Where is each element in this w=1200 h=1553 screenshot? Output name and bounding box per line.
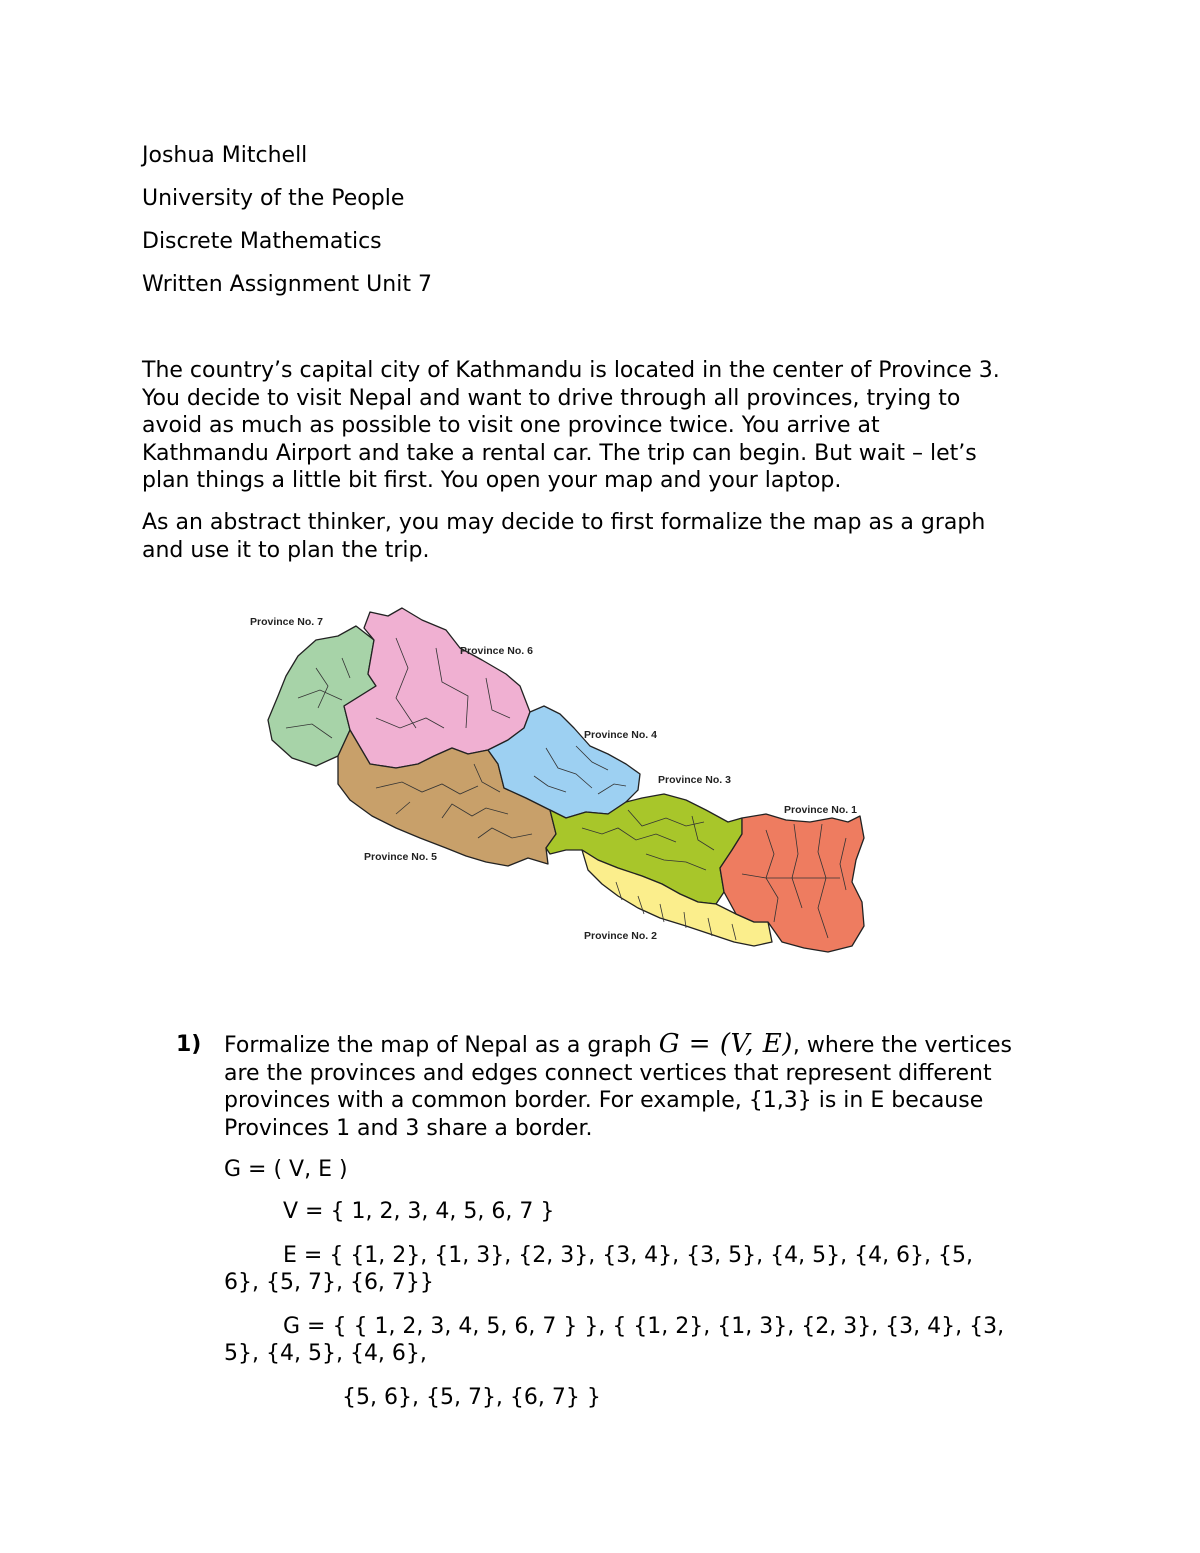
paragraph-line: Kathmandu Airport and take a rental car. The trip can begin. But wait – let’s (142, 440, 977, 466)
question-first-line (224, 1031, 1104, 1060)
intro-paragraph-2 (142, 509, 1082, 564)
graph-definition: G = ( V, E ) (224, 1157, 348, 1182)
graph-formula: G = (V, E) (658, 1029, 793, 1059)
label-province-6: Province No. 6 (460, 645, 533, 657)
edge-set-line-1: E = { {1, 2}, {1, 3}, {2, 3}, {3, 4}, {3, 5}, {4, 5}, {4, 6}, {5, (283, 1243, 974, 1268)
question-line: provinces with a common border. For example, {1,3} is in E because (224, 1088, 984, 1113)
question-text (224, 1031, 1104, 1142)
label-province-5: Province No. 5 (364, 851, 437, 863)
assignment-title: Written Assignment Unit 7 (142, 272, 432, 297)
intro-paragraph-1 (142, 357, 1082, 495)
university-name: University of the People (142, 186, 405, 211)
label-province-1: Province No. 1 (784, 804, 857, 816)
paragraph-line: and use it to plan the trip. (142, 537, 430, 563)
paragraph-line: As an abstract thinker, you may decide to first formalize the map as a graph (142, 510, 986, 535)
paragraph-line: avoid as much as possible to visit one province twice. You arrive at (142, 413, 880, 438)
paragraph-line: The country’s capital city of Kathmandu is located in the center of Province 3. (142, 358, 1000, 383)
question-number: 1) (176, 1032, 202, 1057)
question-line-start: Formalize the map of Nepal as a graph (224, 1033, 652, 1058)
full-graph-line-3: {5, 6}, {5, 7}, {6, 7} } (342, 1385, 601, 1410)
label-province-2: Province No. 2 (584, 930, 657, 942)
full-graph-line-2: 5}, {4, 5}, {4, 6}, (224, 1341, 427, 1366)
full-graph-line-1: G = { { 1, 2, 3, 4, 5, 6, 7 } }, { {1, 2}, {1, 3}, {2, 3}, {3, 4}, {3, (283, 1314, 1005, 1339)
nepal-province-map (246, 578, 886, 988)
label-province-3: Province No. 3 (658, 774, 731, 786)
label-province-7: Province No. 7 (250, 616, 323, 628)
course-name: Discrete Mathematics (142, 229, 382, 254)
paragraph-line: plan things a little bit first. You open your map and your laptop. (142, 468, 842, 493)
edge-set-line-2: 6}, {5, 7}, {6, 7}} (224, 1270, 434, 1295)
vertex-set: V = { 1, 2, 3, 4, 5, 6, 7 } (283, 1199, 555, 1224)
question-line: are the provinces and edges connect vertices that represent different (224, 1060, 992, 1086)
paragraph-line: You decide to visit Nepal and want to drive through all provinces, trying to (142, 385, 961, 411)
author-name: Joshua Mitchell (142, 143, 308, 168)
question-line: Provinces 1 and 3 share a border. (224, 1115, 593, 1141)
label-province-4: Province No. 4 (584, 729, 657, 741)
question-line-end: , where the vertices (792, 1033, 1012, 1058)
